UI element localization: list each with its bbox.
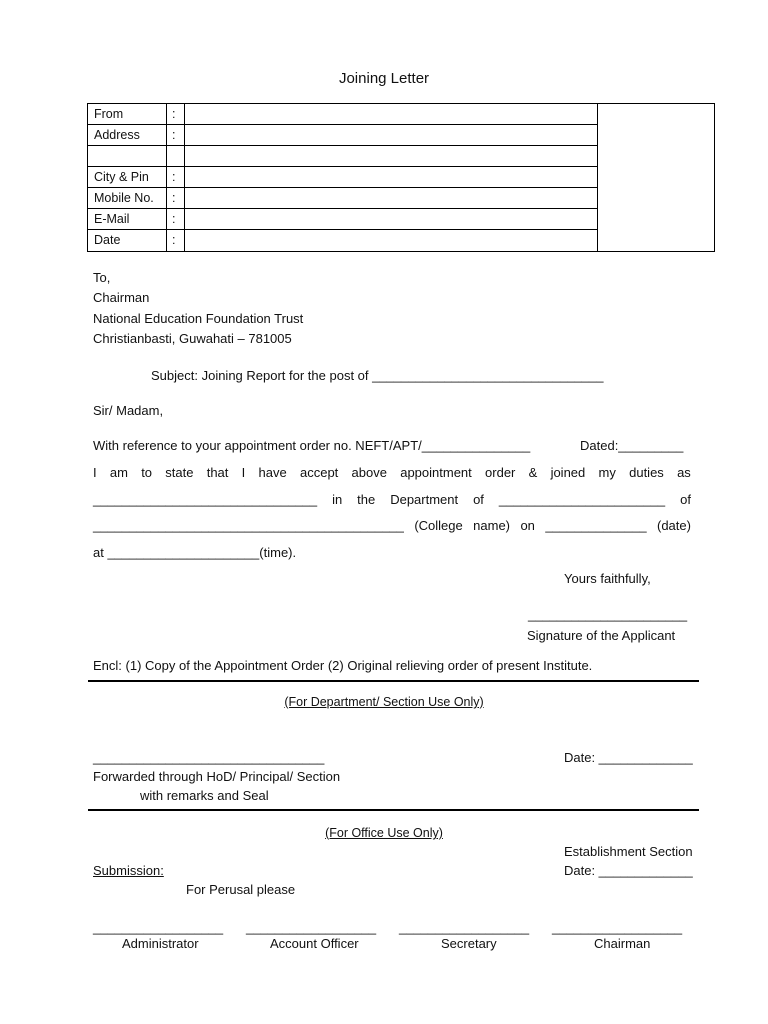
- table-row: [88, 146, 597, 167]
- address-line-3: Christianbasti, Guwahati – 781005: [93, 331, 292, 346]
- address-line-1: Chairman: [93, 290, 150, 305]
- signature-blank: ______________________: [528, 607, 688, 622]
- body-word: am: [109, 465, 128, 480]
- establishment-section: Establishment Section: [564, 844, 693, 859]
- table-row: [88, 188, 597, 209]
- divider: [88, 809, 699, 811]
- body-word: name): [473, 518, 511, 533]
- signatory-blank: __________________: [93, 920, 224, 935]
- body-word: duties: [629, 465, 664, 480]
- table-row: [88, 125, 597, 146]
- body-word: on: [520, 518, 535, 533]
- table-row: [88, 167, 597, 188]
- signatory-chairman: Chairman: [594, 936, 651, 951]
- body-word: I: [93, 465, 97, 480]
- field-colon: :: [172, 170, 176, 184]
- body-word: that: [206, 465, 229, 480]
- body-word: in: [332, 492, 343, 507]
- field-label-address: Address: [94, 128, 140, 142]
- salutation: Sir/ Madam,: [93, 403, 164, 418]
- field-colon: :: [172, 128, 176, 142]
- body-dated: Dated:_________: [580, 438, 684, 453]
- dept-date: Date: _____________: [564, 750, 693, 765]
- page-title: Joining Letter: [338, 70, 430, 87]
- body-word: accept: [299, 465, 339, 480]
- table-row: [88, 209, 597, 230]
- sender-details-table: [87, 103, 715, 252]
- body-line-5: at _____________________(time).: [93, 545, 297, 560]
- field-colon: :: [172, 191, 176, 205]
- signatory-account-officer: Account Officer: [270, 936, 359, 951]
- body-word: the: [357, 492, 376, 507]
- body-word: &: [528, 465, 538, 480]
- address-line-2: National Education Foundation Trust: [93, 311, 304, 326]
- body-word: Department: [390, 492, 459, 507]
- body-word: above: [351, 465, 387, 480]
- field-label-city-pin: City & Pin: [94, 170, 149, 184]
- body-word: order: [485, 465, 516, 480]
- field-colon: :: [172, 233, 176, 247]
- body-word: to: [141, 465, 153, 480]
- signatory-blank: __________________: [552, 920, 683, 935]
- signatory-secretary: Secretary: [441, 936, 497, 951]
- remarks-text: with remarks and Seal: [140, 788, 269, 803]
- field-label-email: E-Mail: [94, 212, 130, 226]
- photo-box: [597, 104, 598, 251]
- body-word: appointment: [400, 465, 472, 480]
- field-label-mobile: Mobile No.: [94, 191, 154, 205]
- subject-line: Subject: Joining Report for the post of ________________________________: [151, 368, 604, 383]
- body-word: state: [165, 465, 194, 480]
- signatory-blank: __________________: [399, 920, 530, 935]
- enclosure: Encl: (1) Copy of the Appointment Order (2) Original relieving order of present Institute.: [93, 658, 593, 673]
- body-word: as: [677, 465, 691, 480]
- field-label-from: From: [94, 107, 124, 121]
- table-row: [88, 104, 597, 125]
- perusal-text: For Perusal please: [186, 882, 296, 897]
- body-word: ___________________________________________: [93, 518, 404, 533]
- field-colon: :: [172, 212, 176, 226]
- body-word: _______________________________: [93, 492, 318, 507]
- signature-label: Signature of the Applicant: [527, 628, 676, 643]
- address-to: To,: [93, 270, 111, 285]
- body-word: (date): [656, 518, 691, 533]
- office-date: Date: _____________: [564, 863, 693, 878]
- body-word: (College: [414, 518, 463, 533]
- signatory-administrator: Administrator: [122, 936, 199, 951]
- field-colon: :: [172, 107, 176, 121]
- body-word: I: [241, 465, 246, 480]
- dept-signature-blank: ________________________________: [93, 750, 325, 765]
- body-word: my: [598, 465, 616, 480]
- dept-section-heading: (For Department/ Section Use Only): [284, 695, 484, 709]
- body-line-4: [93, 518, 691, 533]
- field-label-date: Date: [94, 233, 121, 247]
- table-row: [88, 230, 597, 251]
- closing: Yours faithfully,: [564, 571, 651, 586]
- divider: [88, 680, 699, 682]
- body-word: _______________________: [498, 492, 666, 507]
- body-word: joined: [550, 465, 586, 480]
- forwarded-text: Forwarded through HoD/ Principal/ Section: [93, 769, 341, 784]
- body-line-3: [93, 492, 691, 507]
- office-section-heading: (For Office Use Only): [325, 826, 443, 840]
- body-line-2: [93, 465, 691, 480]
- signatory-blank: __________________: [246, 920, 377, 935]
- submission-label: Submission:: [93, 863, 164, 878]
- body-word: of: [680, 492, 691, 507]
- body-word: of: [473, 492, 484, 507]
- body-word: ______________: [545, 518, 647, 533]
- body-word: have: [258, 465, 287, 480]
- body-line-1: With reference to your appointment order no. NEFT/APT/_______________: [93, 438, 531, 453]
